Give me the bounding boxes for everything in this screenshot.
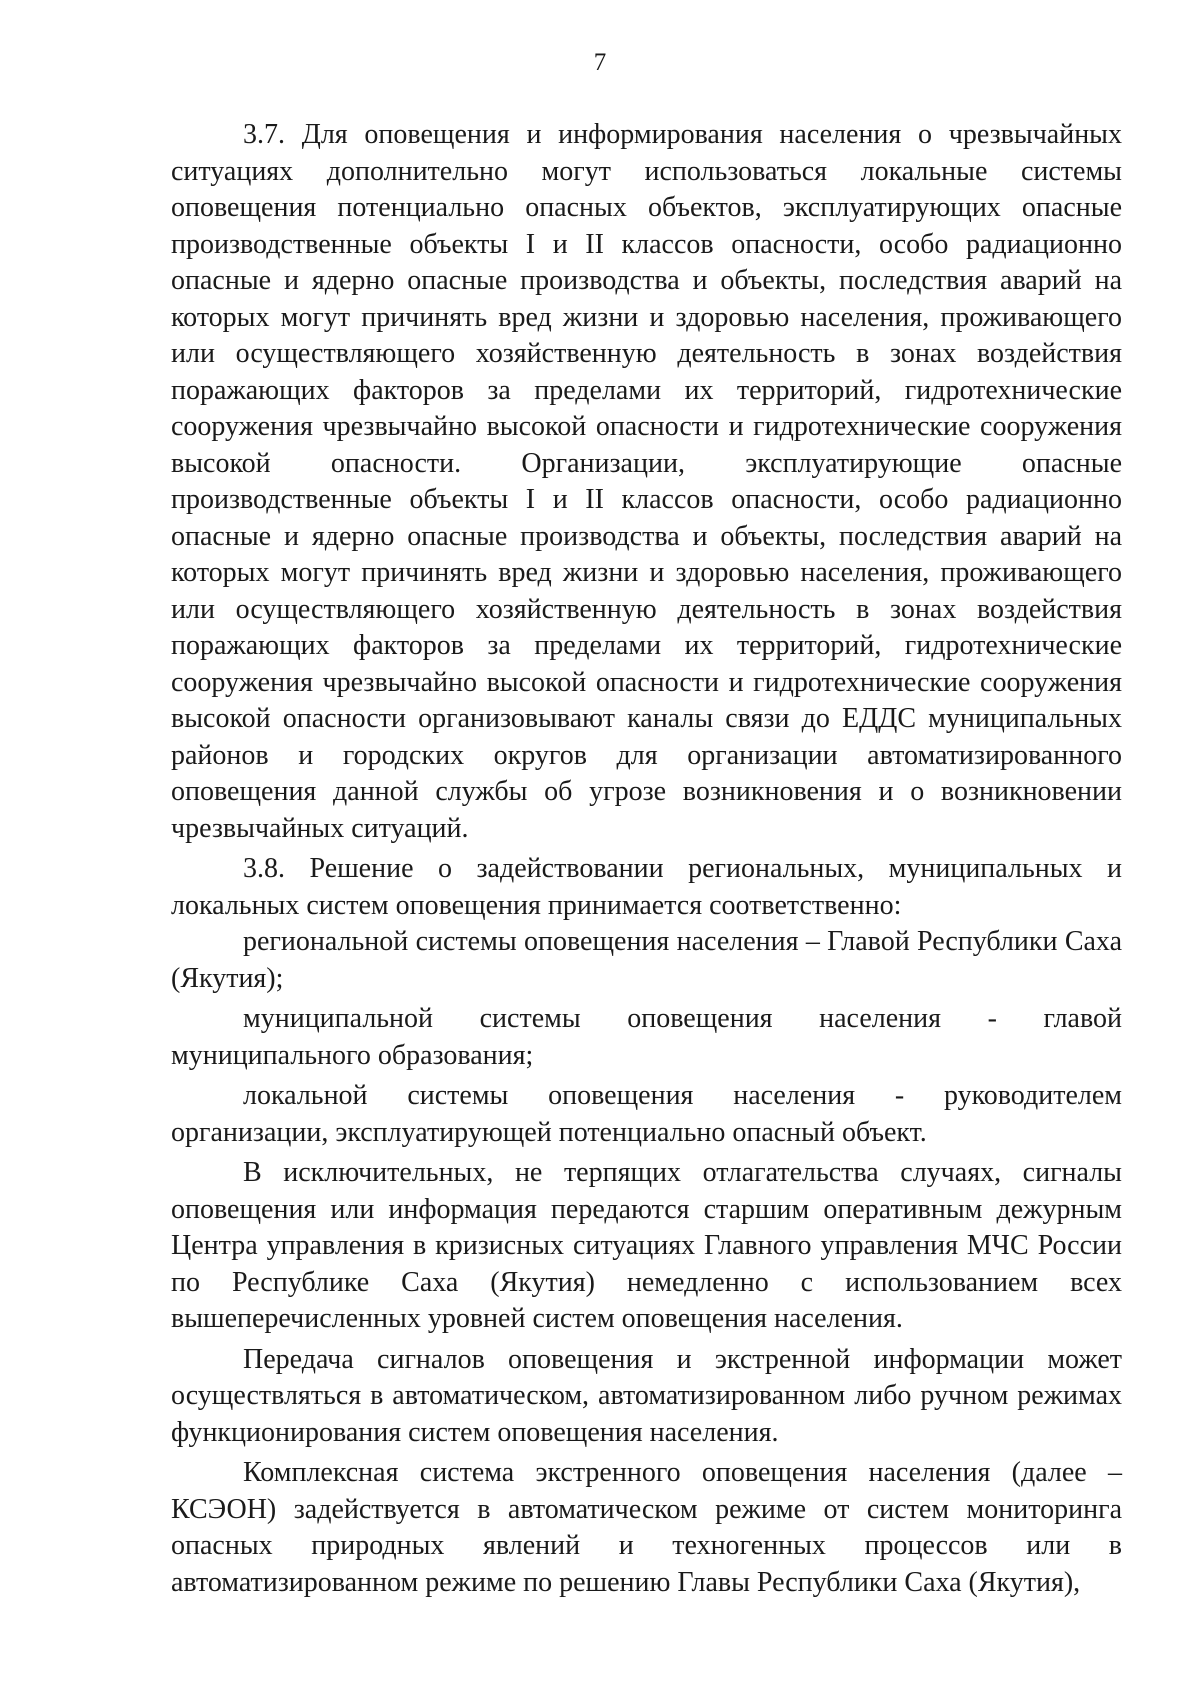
paragraph-3-7: 3.7. Для оповещения и информирования населения о чрезвычайных ситуациях дополнительно могут использоваться локальные системы оповещения потенциально опасных объектов, эксплуатирующих опасные производственные объекты I и II классов опасности, особо радиационно опасные и ядерно опасные производства и объекты, последствия аварий на которых могут причинять вред жизни и здоровью населения, проживающего или осуществляющего хозяйственную деятельность в зонах воздействия поражающих факторов за пределами их территорий, гидротехнические сооружения чрезвычайно высокой опасности и гидротехнические сооружения высокой опасности. Организации, эксплуатирующие опасные производственные объекты I и II классов опасности, особо радиационно опасные и ядерно опасные производства и объекты, последствия аварий на которых могут причинять вред жизни и здоровью населения, проживающего или осуществляющего хозяйственную деятельность в зонах воздействия поражающих факторов за пределами их территорий, гидротехнические сооружения чрезвычайно высокой опасности и гидротехнические сооружения высокой опасности организовывают каналы связи до ЕДДС муниципальных районов и городских округов для организации автоматизированного оповещения данной службы об угрозе возникновения и о возникновении чрезвычайных ситуаций.: [171, 119, 1122, 844]
paragraph-signal-transmission: Передача сигналов оповещения и экстренной информации может осуществляться в автоматическом, автоматизированном либо ручном режимах функционирования систем оповещения населения.: [171, 1343, 1122, 1448]
paragraph-3-8: 3.8. Решение о задействовании региональных, муниципальных и локальных систем оповещения принимается соответственно:: [171, 853, 1122, 921]
document-body: [171, 117, 1122, 1601]
paragraph-kseon: Комплексная система экстренного оповещения населения (далее – КСЭОН) задействуется в автоматическом режиме от систем мониторинга опасных природных явлений и техногенных процессов или в автоматизированном режиме по решению Главы Республики Саха (Якутия),: [171, 1457, 1122, 1598]
paragraph-regional-system: региональной системы оповещения населения – Главой Республики Саха (Якутия);: [171, 926, 1122, 994]
paragraph-exceptional-cases: В исключительных, не терпящих отлагательства случаях, сигналы оповещения или информация передаются старшим оперативным дежурным Центра управления в кризисных ситуациях Главного управления МЧС России по Республике Саха (Якутия) немедленно с использованием всех вышеперечисленных уровней систем оповещения населения.: [171, 1157, 1122, 1334]
paragraph-local-system: локальной системы оповещения населения - руководителем организации, эксплуатирующей потенциально опасный объект.: [171, 1080, 1122, 1148]
page-number: 7: [593, 49, 607, 76]
paragraph-municipal-system: муниципальной системы оповещения населения - главой муниципального образования;: [171, 1003, 1122, 1071]
